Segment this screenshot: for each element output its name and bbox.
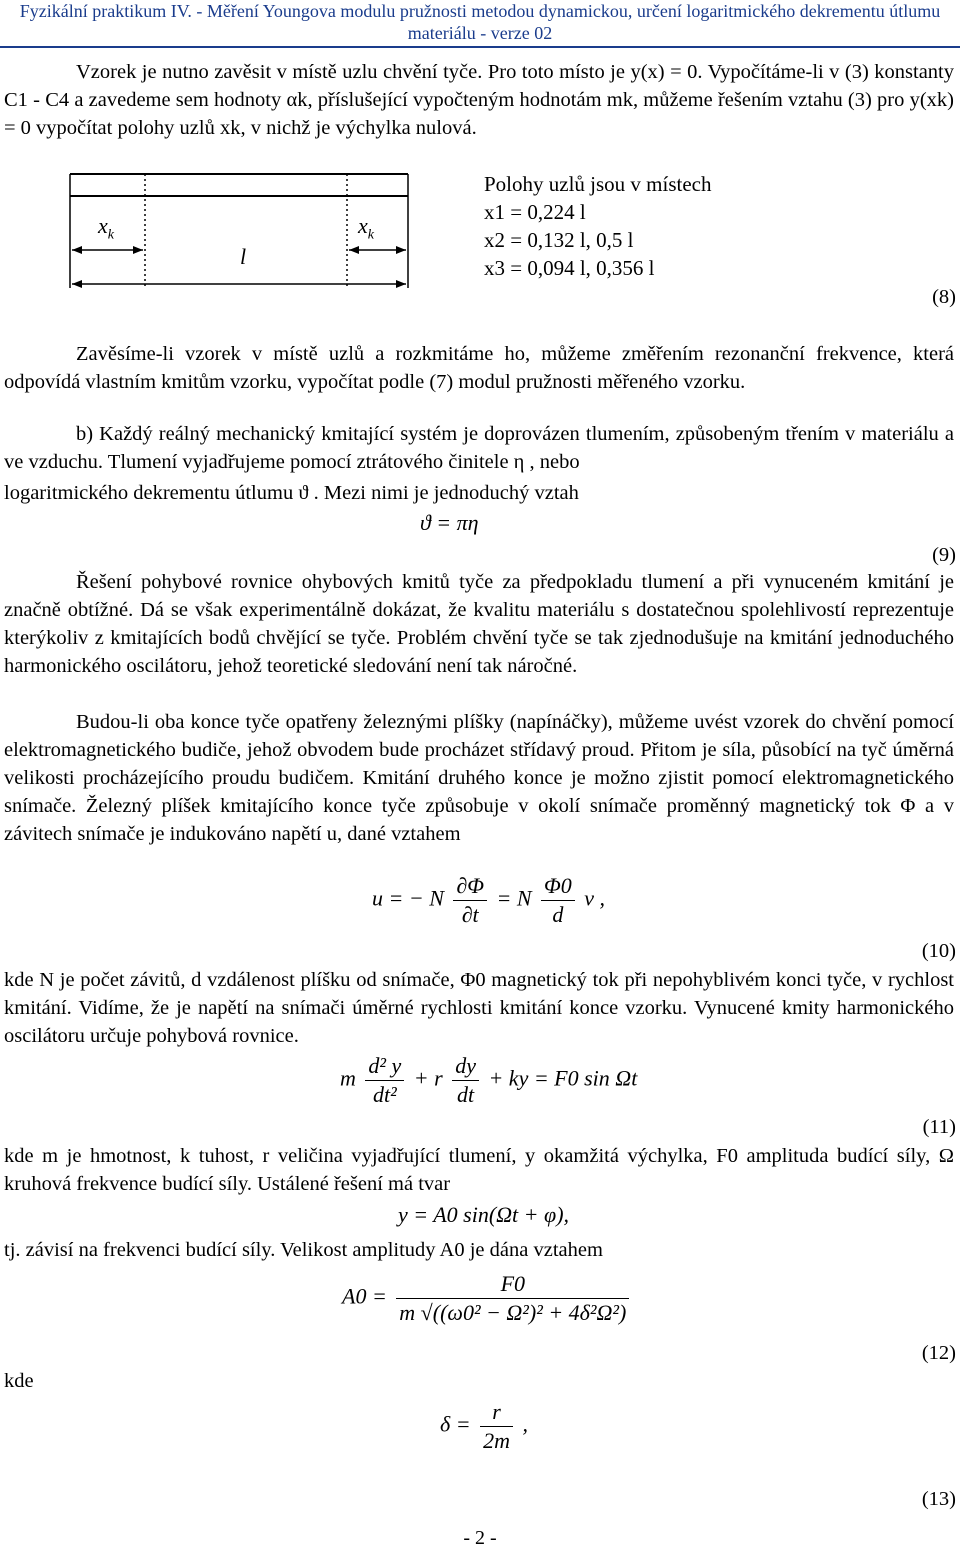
eq-number-12: (12)	[921, 1342, 956, 1364]
header-line-2: materiálu - verze 02	[407, 23, 553, 43]
paragraph-damping-cont: logaritmického dekrementu útlumu ϑ . Mezi nimi je jednoduchý vztah	[4, 482, 579, 504]
paragraph-node-condition: Vzorek je nutno zavěsit v místě uzlu chvění tyče. Pro toto místo je y(x) = 0. Vypočítáme-li v (3) konstanty C1 - C4 a zavedeme sem hodnoty αk, příslušející vypočteným hodnotám mk, můžeme řešením vztahu (3) pro y(xk) = 0 vypočítat polohy uzlů xk, v nichž je výchylka nulová.	[4, 61, 954, 139]
equation-solution: y = A0 sin(Ωt + φ),	[398, 1202, 570, 1227]
paragraph-resonance: Zavěsíme-li vzorek v místě uzlů a rozkmitáme ho, můžeme změřením rezonanční frekvence, která odpovídá vlastním kmitům vzorku, vypočítat podle (7) modul pružnosti měřeného vzorku.	[4, 343, 954, 393]
nodes-title: Polohy uzlů jsou v místech	[484, 172, 712, 196]
diagram-label-l: l	[240, 244, 247, 269]
eq-number-8: (8)	[932, 286, 956, 308]
eq-number-11: (11)	[922, 1116, 956, 1138]
paragraph-exciter: Budou-li oba konce tyče opatřeny železnými plíšky (napínáčky), můžeme uvést vzorek do chvění pomocí elektromagnetického budiče, jehož obvodem bude procházet střídavý proud. Přitom je síla, působící na tyč úměrná velikosti procházejícího proudu budičem. Kmitání druhého konce je možno zjistit pomocí elektromagnetického snímače. Železný plíšek kmitajícího konce tyče způsobuje v okolí snímače proměnný magnetický tok Φ a v závitech snímače je indukováno napětí u, dané vztahem	[4, 711, 954, 845]
equation-9: ϑ = πη	[420, 510, 479, 535]
page-number: - 2 -	[463, 1527, 497, 1549]
header-rule	[0, 46, 960, 48]
equation-12: A0 = $\frac{F0}{\text{m √((ω0² − Ω²)² + 4δ²Ω²)}}$	[342, 1270, 633, 1327]
node-x1: x1 = 0,224 l	[484, 200, 586, 224]
paragraph-damping: b) Každý reálný mechanický kmitající systém je doprovázen tlumením, způsobeným třením v materiálu a ve vzduchu. Tlumení vyjadřujeme pomocí ztrátového činitele η , nebo	[4, 423, 954, 473]
page-header	[0, 0, 960, 44]
paragraph-amplitude: tj. závisí na frekvenci budící síly. Velikost amplitudy A0 je dána vztahem	[4, 1239, 603, 1261]
kde-label: kde	[4, 1370, 34, 1392]
node-x2: x2 = 0,132 l, 0,5 l	[484, 228, 634, 252]
paragraph-sensor: kde N je počet závitů, d vzdálenost plíšku od snímače, Φ0 magnetický tok při nepohyblivém konci tyče, v rychlost kmitání. Vidíme, že je napětí na snímači úměrné rychlosti kmitání konce vzorku. Vynucené kmity harmonického oscilátoru určuje pohybová rovnice.	[4, 969, 954, 1047]
node-x3: x3 = 0,094 l, 0,356 l	[484, 256, 655, 280]
paragraph-variables: kde m je hmotnost, k tuhost, r veličina vyjadřující tlumení, y okamžitá výchylka, F0 amplituda budící síly, Ω kruhová frekvence budící síly. Ustálené řešení má tvar	[4, 1145, 954, 1195]
equation-10: u = − N $\frac{\partial\Phi}{\partial t}$ = N $\frac{\Phi 0}{d}$ v ,	[372, 873, 606, 927]
equation-13: δ = $\frac{r}{2m}$ ,	[440, 1399, 528, 1453]
diagram-label-xk-left: $x_k$	[98, 213, 114, 243]
paragraph-oscillator: Řešení pohybové rovnice ohybových kmitů tyče za předpokladu tlumení a při vynuceném kmitání je značně obtížné. Dá se však experimentálně dokázat, že kvalitu materiálu s dostatečnou spolehlivostí reprezentuje kterýkoliv z kmitajících bodů chvějící se tyče. Problém chvění tyče se tak zjednodušuje na kmitání jednoduchého harmonického oscilátoru, jehož teoretické sledování není tak náročné.	[4, 571, 954, 677]
diagram-label-xk-right: $x_k$	[358, 213, 374, 243]
header-line-1: Fyzikální praktikum IV. - Měření Youngova modulu pružnosti metodou dynamickou, určení logaritmického dekrementu útlumu	[19, 1, 941, 21]
eq-number-13: (13)	[921, 1488, 956, 1510]
eq-number-10: (10)	[921, 940, 956, 962]
eq-number-9: (9)	[932, 544, 956, 566]
equation-11: m $\frac{\text{d² y}}{\text{dt²}}$ + r $\frac{dy}{dt}$ + ky = F0 sin Ωt	[340, 1053, 638, 1107]
